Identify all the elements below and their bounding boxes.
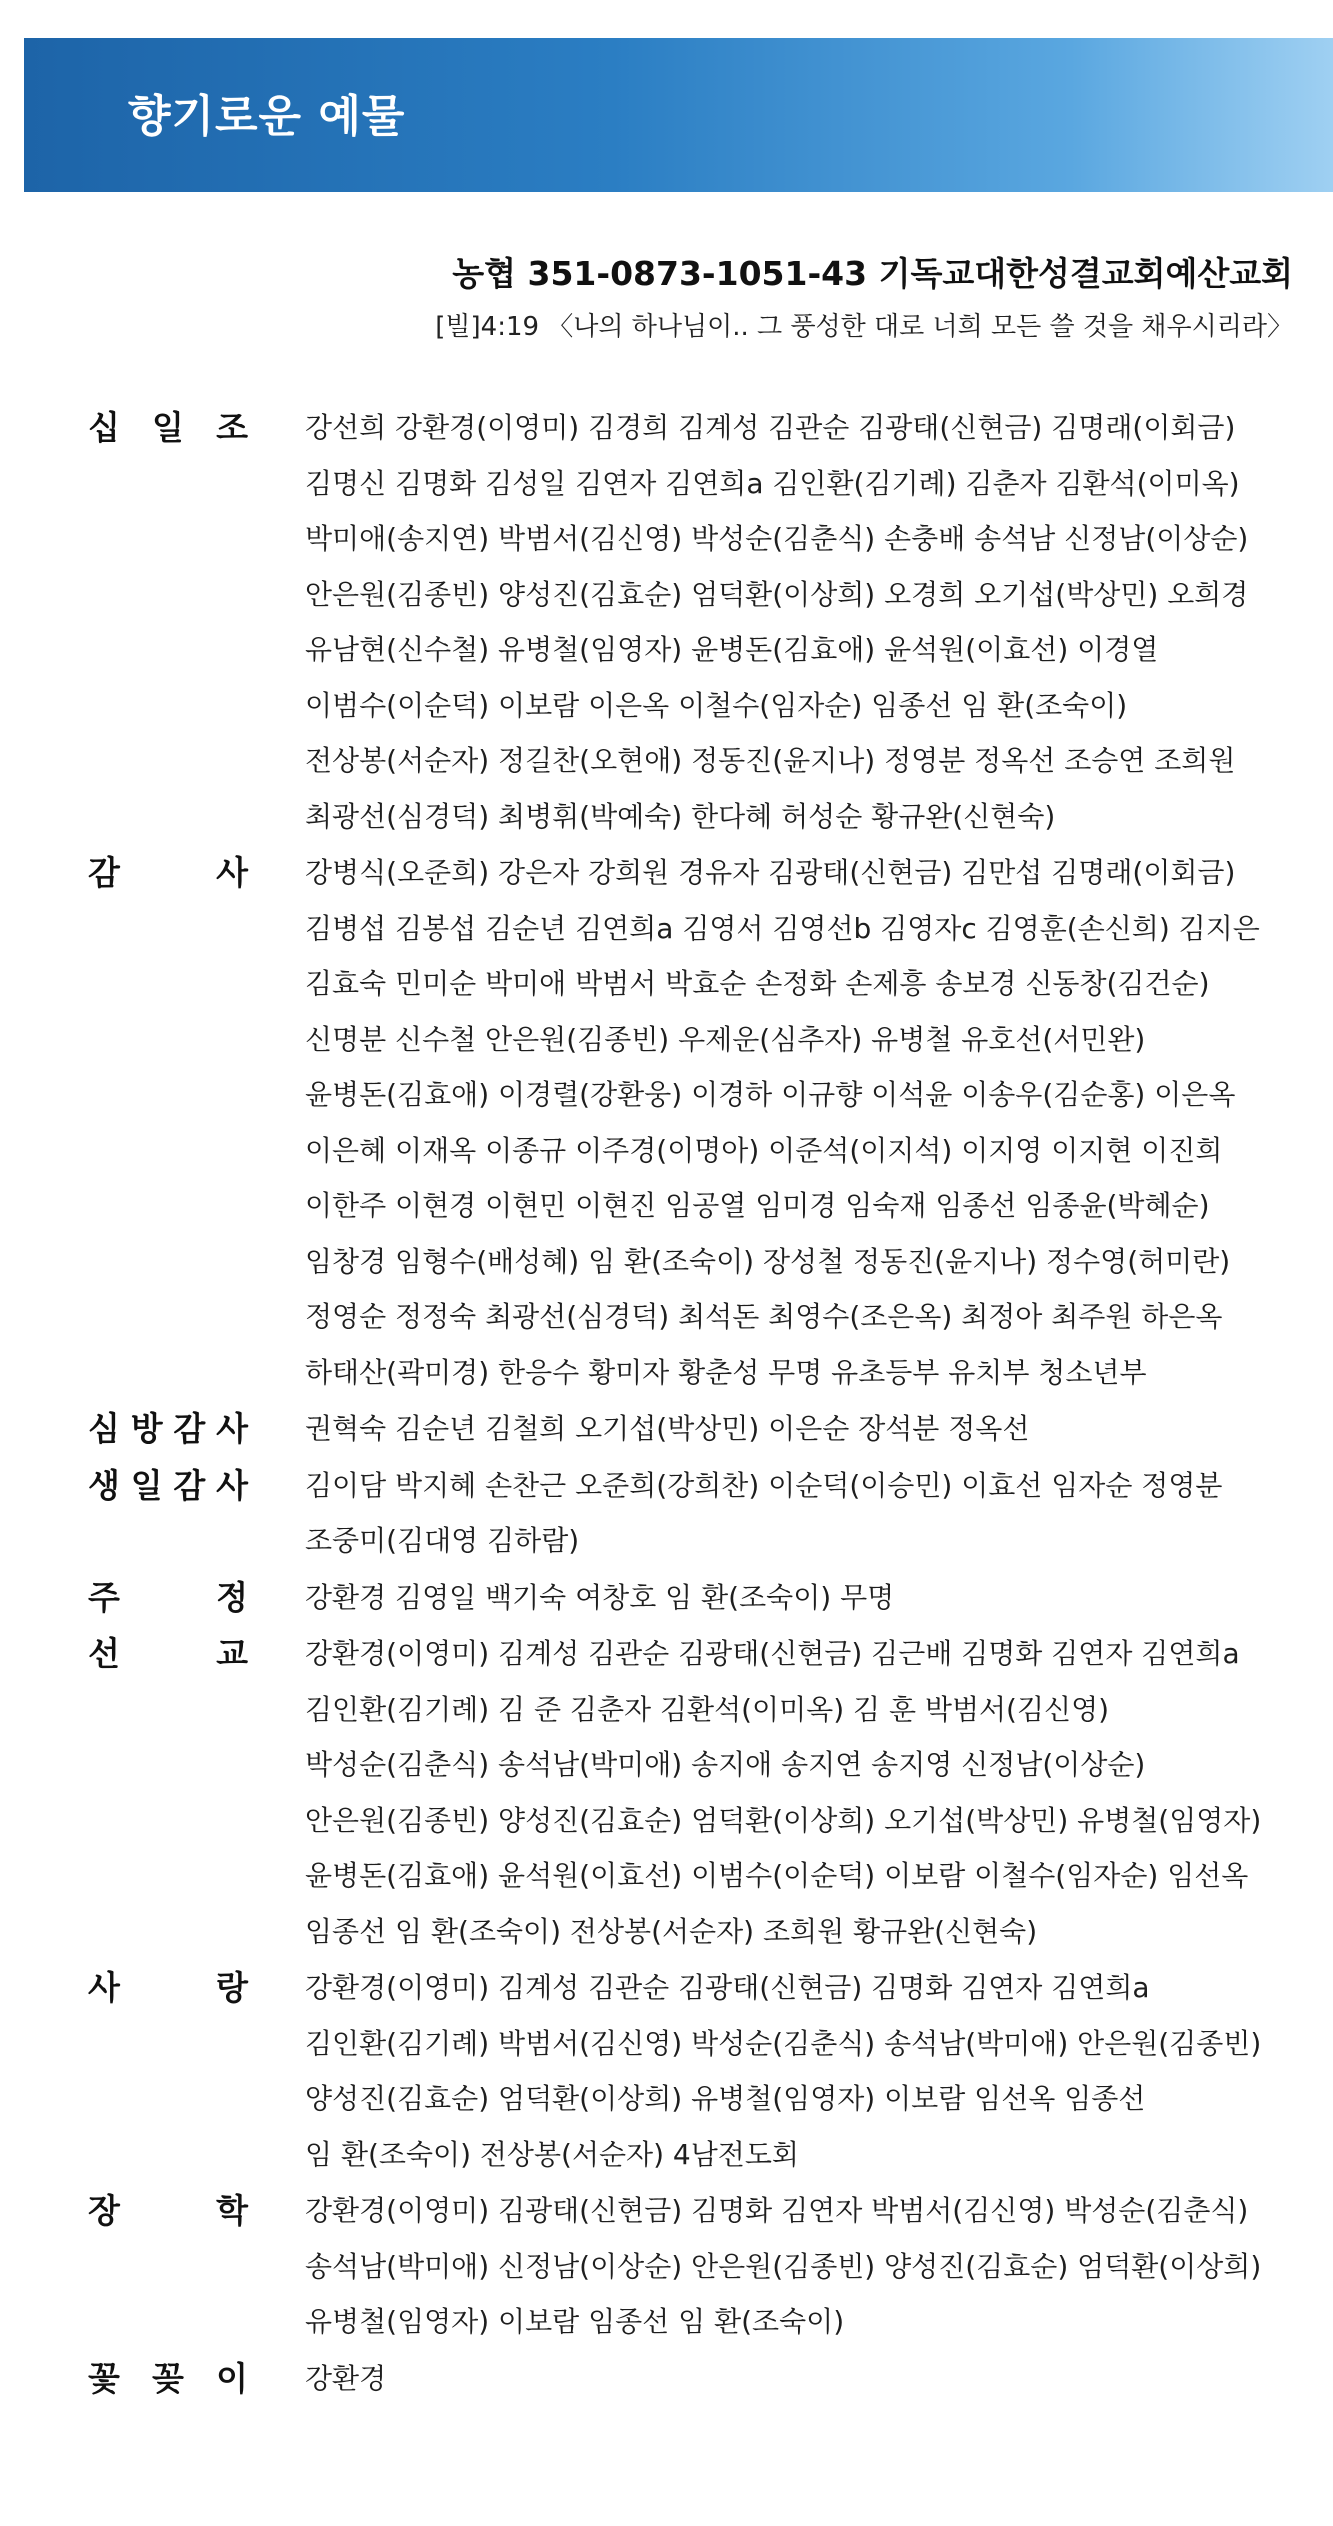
offering-section — [0, 845, 1333, 1400]
offering-sections — [0, 400, 1333, 2407]
donor-line: 유병철(임영자) 이보람 임종선 임 환(조숙이) — [305, 2305, 845, 2338]
donor-names — [305, 2351, 1305, 2407]
donor-line: 김인환(김기례) 김 준 김춘자 김환석(이미옥) 김 훈 박범서(김신영) — [305, 1692, 1110, 1726]
category-label: 장 학 — [88, 2191, 248, 2230]
donor-line: 강환경(이영미) 김계성 김관순 김광태(신현금) 김근배 김명화 김연자 김연희a — [305, 1637, 1240, 1670]
donor-line: 최광선(심경덕) 최병휘(박예숙) 한다혜 허성순 황규완(신현숙) — [305, 799, 1056, 833]
offering-section — [0, 1626, 1333, 1959]
donor-line: 임창경 임형수(배성혜) 임 환(조숙이) 장성철 정동진(윤지나) 정수영(허미란) — [305, 1244, 1231, 1278]
donor-names — [305, 1570, 1305, 1626]
category-label: 감 사 — [88, 853, 248, 892]
offering-section — [0, 1401, 1333, 1457]
donor-names — [305, 400, 1305, 844]
donor-line: 신명분 신수철 안은원(김종빈) 우제운(심추자) 유병철 유호선(서민완) — [305, 1022, 1146, 1056]
donor-line: 안은원(김종빈) 양성진(김효순) 엄덕환(이상희) 오기섭(박상민) 유병철(임영자) — [305, 1803, 1262, 1837]
donor-line: 임종선 임 환(조숙이) 전상봉(서순자) 조희원 황규완(신현숙) — [305, 1914, 1038, 1948]
category-label: 심 방 감 사 — [88, 1409, 248, 1448]
donor-names — [305, 2183, 1305, 2350]
donor-line: 정영순 정정숙 최광선(심경덕) 최석돈 최영수(조은옥) 최정아 최주원 하은옥 — [305, 1300, 1223, 1333]
donor-line: 양성진(김효순) 엄덕환(이상희) 유병철(임영자) 이보람 임선옥 임종선 — [305, 2082, 1146, 2115]
donor-line: 이범수(이순덕) 이보람 이은옥 이철수(임자순) 임종선 임 환(조숙이) — [305, 688, 1128, 722]
donor-line: 유남현(신수철) 유병철(임영자) 윤병돈(김효애) 윤석원(이효선) 이경열 — [305, 633, 1159, 666]
header-banner — [24, 38, 1333, 192]
donor-line: 권혁숙 김순년 김철희 오기섭(박상민) 이은순 장석분 정옥선 — [305, 1412, 1030, 1445]
donor-line: 김인환(김기례) 박범서(김신영) 박성순(김춘식) 송석남(박미애) 안은원(김종빈) — [305, 2026, 1262, 2060]
category-label: 십 일 조 — [88, 408, 248, 447]
donor-names — [305, 1626, 1305, 1959]
donor-line: 김효숙 민미순 박미애 박범서 박효순 손정화 손제흥 송보경 신동창(김건순) — [305, 967, 1210, 1000]
donor-line: 김이담 박지혜 손찬근 오준희(강희찬) 이순덕(이승민) 이효선 임자순 정영분 — [305, 1468, 1223, 1502]
donor-line: 이한주 이현경 이현민 이현진 임공열 임미경 임숙재 임종선 임종윤(박혜순) — [305, 1189, 1210, 1222]
donor-names — [305, 845, 1305, 1400]
donor-line: 강선희 강환경(이영미) 김경희 김계성 김관순 김광태(신현금) 김명래(이회금) — [305, 411, 1236, 444]
donor-line: 안은원(김종빈) 양성진(김효순) 엄덕환(이상희) 오경희 오기섭(박상민) 오희경 — [305, 577, 1249, 611]
donor-names — [305, 1960, 1305, 2182]
offering-section — [0, 400, 1333, 844]
donor-line: 이은혜 이재옥 이종규 이주경(이명아) 이준석(이지석) 이지영 이지현 이진희 — [305, 1133, 1223, 1167]
category-label: 주 정 — [88, 1577, 248, 1617]
bank-account-info: 농협 351-0873-1051-43 기독교대한성결교회예산교회 — [452, 254, 1293, 293]
category-label: 선 교 — [88, 1634, 248, 1673]
donor-line: 하태산(곽미경) 한응수 황미자 황춘성 무명 유초등부 유치부 청소년부 — [305, 1355, 1147, 1389]
offering-section — [0, 2183, 1333, 2350]
offering-section — [0, 1960, 1333, 2182]
donor-line: 조중미(김대영 김하람) — [305, 1524, 580, 1557]
category-label: 생 일 감 사 — [88, 1465, 248, 1505]
donor-line: 임 환(조숙이) 전상봉(서순자) 4남전도회 — [305, 2137, 799, 2171]
offering-section — [0, 1570, 1333, 1626]
bible-verse: [빌]4:19 〈나의 하나님이.. 그 풍성한 대로 너희 모든 쓸 것을 채우시리라〉 — [435, 312, 1293, 342]
donor-names — [305, 1458, 1305, 1569]
offering-section — [0, 2351, 1333, 2407]
donor-line: 강환경(이영미) 김광태(신현금) 김명화 김연자 박범서(김신영) 박성순(김춘식) — [305, 2194, 1249, 2227]
donor-names — [305, 1401, 1305, 1457]
donor-line: 김병섭 김봉섭 김순년 김연희a 김영서 김영선b 김영자c 김영훈(손신희) 김지은 — [305, 911, 1260, 945]
category-label: 꽃 꽂 이 — [88, 2358, 248, 2398]
donor-line: 윤병돈(김효애) 이경렬(강환웅) 이경하 이규향 이석윤 이송우(김순홍) 이은옥 — [305, 1078, 1236, 1111]
donor-line: 강병식(오준희) 강은자 강희원 경유자 김광태(신현금) 김만섭 김명래(이회금) — [305, 856, 1236, 889]
donor-line: 김명신 김명화 김성일 김연자 김연희a 김인환(김기례) 김춘자 김환석(이미옥) — [305, 466, 1240, 500]
donor-line: 송석남(박미애) 신정남(이상순) 안은원(김종빈) 양성진(김효순) 엄덕환(이상희) — [305, 2249, 1262, 2283]
page-title: 향기로운 예물 — [128, 91, 406, 142]
offering-section — [0, 1458, 1333, 1569]
donor-line: 윤병돈(김효애) 윤석원(이효선) 이범수(이순덕) 이보람 이철수(임자순) 임선옥 — [305, 1859, 1249, 1892]
donor-line: 강환경 김영일 백기숙 여창호 임 환(조숙이) 무명 — [305, 1580, 895, 1614]
donor-line: 박성순(김춘식) 송석남(박미애) 송지애 송지연 송지영 신정남(이상순) — [305, 1748, 1146, 1781]
donor-line: 전상봉(서순자) 정길찬(오현애) 정동진(윤지나) 정영분 정옥선 조승연 조희원 — [305, 744, 1236, 777]
donor-line: 강환경 — [305, 2361, 387, 2395]
category-label: 사 랑 — [88, 1968, 248, 2007]
donor-line: 강환경(이영미) 김계성 김관순 김광태(신현금) 김명화 김연자 김연희a — [305, 1971, 1150, 2004]
donor-line: 박미애(송지연) 박범서(김신영) 박성순(김춘식) 손충배 송석남 신정남(이상순) — [305, 522, 1249, 555]
